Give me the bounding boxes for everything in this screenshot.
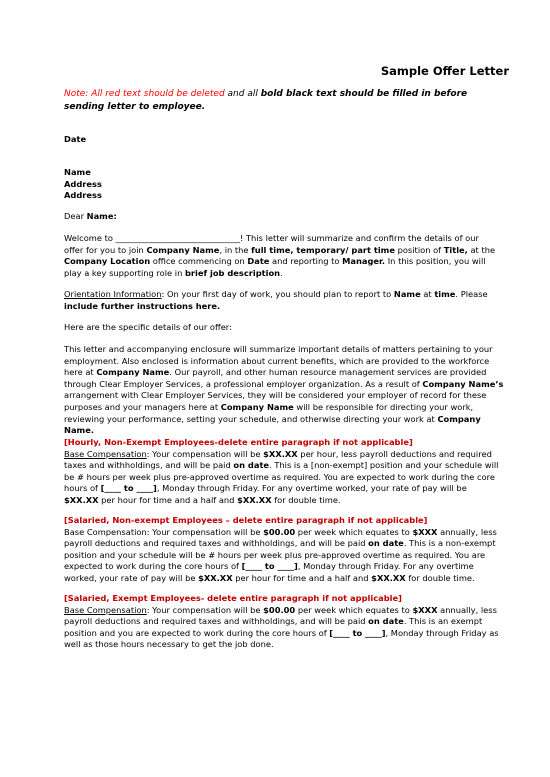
date-line: Date [64,134,87,144]
recipient-address-1: Address [64,178,102,189]
orientation-label: Orientation Information [64,289,162,299]
recipient-block [64,167,491,202]
note-bold-text: bold black text should be filled in before sending letter to employee. [64,89,468,112]
salutation: Dear Name: [64,211,117,221]
salaried-exempt-heading: [Salaried, Exempt Employees- delete entire paragraph if not applicable] [64,593,402,603]
hourly-heading: [Hourly, Non-Exempt Employees-delete entire paragraph if not applicable] [64,437,413,447]
salaried-nonexempt-heading: [Salaried, Non-exempt Employees – delete entire paragraph if not applicable] [64,515,428,525]
salaried-exempt-section: [Salaried, Exempt Employees- delete entire paragraph if not applicable] Base Compensation: Your compensation will be $00.00 per week which equates to $XXX annually, less payroll deductions and required taxes and withholdings, and will be paid on date. This is an exempt position and you are expected to work during the core hours of [____ to ____], Monday through Friday as well as those hours necessary to get the job done. [64,593,499,650]
salaried-nonexempt-section: [Salaried, Non-exempt Employees – delete entire paragraph if not applicable] Base Compensation: Your compensation will be $00.00 per week which equates to $XXX annually, less payroll deductions and required taxes and withholdings, and will be paid on date. This is a non-exempt position and your schedule will be # hours per week plus pre-approved overtime as required. You are expected to work during the core hours of [____ to ____], Monday through Friday. For any overtime worked, your rate of pay will be $XX.XX per hour for time and a half and $XX.XX for double time. [64,515,497,583]
orientation-paragraph: Orientation Information: On your first day of work, you should plan to report to Name at time. Please include further instructions here. [64,289,488,311]
document-title: Sample Offer Letter [380,64,509,78]
specific-details-line: Here are the specific details of our offer: [64,322,232,332]
recipient-name: Name [64,167,91,177]
enclosure-paragraph: This letter and accompanying enclosure will summarize important details of matters pertaining to your employment. Also enclosed is information about current benefits, which are provided to the workforce here at Company Name. Our payroll, and other human resource management services are provided through Clear Employer Services, a professional employer organization. As a result of Company Name’s arrangement with Clear Employer Services, they will be considered your employer of record for these purposes and your managers here at Company Name will be responsible for directing your work, reviewing your performance, setting your schedule, and otherwise directing your work at Company Name. [64,344,504,436]
note-red-text: Note: All red text should be deleted [64,89,225,99]
note-mid: and all [224,89,261,99]
instruction-note [64,88,494,113]
recipient-address-2: Address [64,190,102,201]
welcome-paragraph: Welcome to ______________________________! This letter will summarize and confirm the details of our offer for you to join Company Name, in the full time, temporary/ part time position of Title, at the Company Location office commencing on Date and reporting to Manager. In this position, you will play a key supporting role in brief job description. [64,233,496,278]
hourly-section: [Hourly, Non-Exempt Employees-delete entire paragraph if not applicable] Base Compensation: Your compensation will be $XX.XX per hour, less payroll deductions and required taxes and withholdings, and will be paid on date. This is a [non-exempt] position and your schedule will be # hours per week plus pre-approved overtime as required. You are expected to work during the core hours of [____ to ____], Monday through Friday. For any overtime worked, your rate of pay will be $XX.XX per hour for time and a half and $XX.XX for double time. [64,437,499,505]
